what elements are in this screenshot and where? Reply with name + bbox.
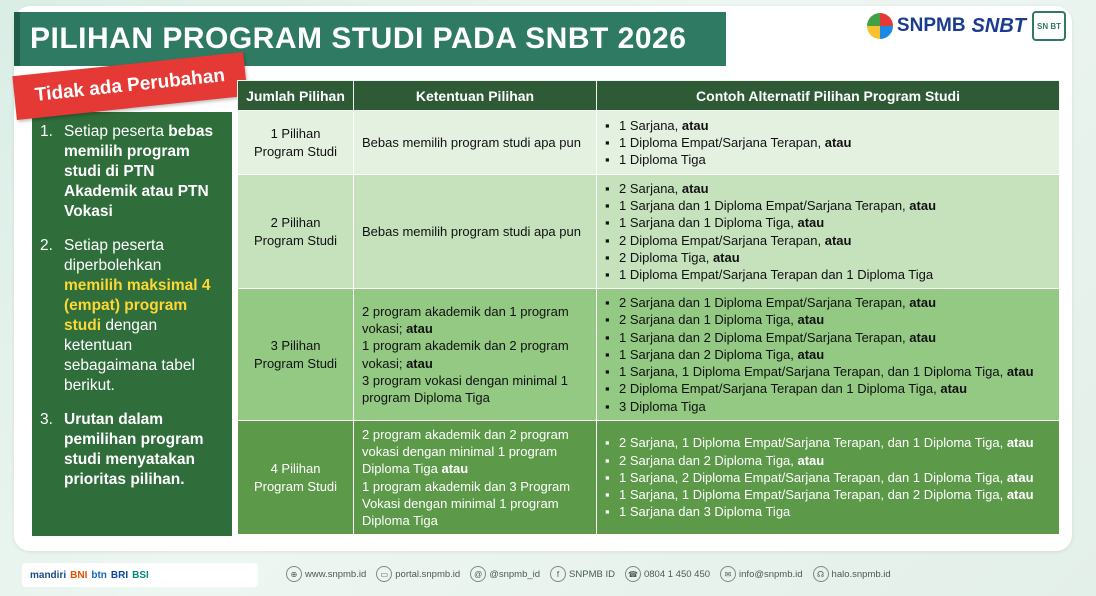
program-table	[237, 80, 1060, 535]
text-bold: atau	[681, 180, 709, 196]
phone-icon: ☎	[625, 566, 641, 582]
sidebar-item-text	[64, 122, 222, 222]
cell-ketentuan: Bebas memilih program studi apa pun	[354, 175, 597, 289]
text-normal: 1 Sarjana dan 2 Diploma Tiga,	[619, 346, 798, 362]
contoh-item	[605, 311, 1051, 328]
text-bold: atau	[940, 381, 968, 397]
text-bold: atau	[909, 197, 937, 213]
info-sidebar	[32, 112, 232, 536]
sidebar-item-number: 2.	[40, 237, 53, 254]
contoh-item	[605, 503, 1051, 520]
text-normal: 1 Sarjana, 1 Diploma Empat/Sarjana Terapan, dan 2 Diploma Tiga,	[619, 487, 1007, 503]
text-bold: bebas memilih program studi di PTN Akademik atau PTN Vokasi	[64, 123, 214, 220]
cell-jumlah: 4 Pilihan Program Studi	[238, 421, 354, 535]
text-normal: 2 Diploma Empat/Sarjana Terapan,	[619, 232, 825, 248]
text-bold: atau	[712, 249, 740, 265]
cell-ketentuan	[354, 421, 597, 535]
snpmb-logo: SNPMB	[867, 13, 966, 39]
text-bold: atau	[824, 134, 852, 150]
text-normal: 1 Diploma Empat/Sarjana Terapan,	[619, 134, 825, 150]
sidebar-item-number: 3.	[40, 411, 53, 428]
contoh-item	[605, 398, 1051, 415]
contoh-item	[605, 346, 1051, 363]
text-normal: 3 program vokasi dengan minimal 1 program Diploma Tiga	[362, 372, 568, 406]
contoh-item	[605, 117, 1051, 134]
header-contoh: Contoh Alternatif Pilihan Program Studi	[597, 81, 1060, 111]
cell-jumlah: 2 Pilihan Program Studi	[238, 175, 354, 289]
contact-text: @snpmb_id	[489, 568, 541, 580]
text-normal: 2 program akademik dan 1 program vokasi;	[362, 303, 569, 336]
text-normal: 1 Diploma Tiga	[619, 152, 706, 168]
text-bold: atau	[1006, 469, 1034, 485]
snpmb-logo-icon	[867, 13, 893, 39]
contoh-item	[605, 232, 1051, 249]
globe-icon: ⊕	[286, 566, 302, 582]
bank-logo-bri: BRI	[110, 569, 129, 581]
contoh-item	[605, 294, 1051, 311]
contoh-list	[605, 434, 1051, 520]
sidebar-item-text	[64, 236, 222, 396]
text-normal: 2 Sarjana dan 1 Diploma Empat/Sarjana Terapan,	[619, 294, 910, 310]
ketentuan-line	[362, 372, 588, 407]
table-row	[238, 421, 1060, 535]
headset-icon: ☊	[813, 566, 829, 582]
ketentuan-line	[362, 426, 588, 478]
contact-item[interactable]	[625, 566, 710, 582]
contact-text: 0804 1 450 450	[643, 568, 711, 580]
text-normal: 2 Sarjana,	[619, 180, 682, 196]
contoh-item	[605, 197, 1051, 214]
text-bold: atau	[441, 461, 469, 477]
sidebar-item-text	[64, 410, 222, 490]
text-normal: 1 Sarjana dan 2 Diploma Empat/Sarjana Terapan,	[619, 329, 910, 345]
text-normal: 1 Diploma Empat/Sarjana Terapan dan 1 Diploma Tiga	[619, 267, 934, 283]
contoh-item	[605, 151, 1051, 168]
text-normal: 1 Sarjana dan 1 Diploma Empat/Sarjana Terapan,	[619, 197, 910, 213]
mail-icon: ✉	[720, 566, 736, 582]
text-normal: 2 Sarjana, 1 Diploma Empat/Sarjana Terapan, dan 1 Diploma Tiga,	[619, 435, 1007, 451]
cell-jumlah: 1 Pilihan Program Studi	[238, 111, 354, 175]
contact-text: info@snpmb.id	[739, 568, 803, 580]
ketentuan-line	[362, 478, 588, 530]
text-bold: atau	[824, 232, 852, 248]
cell-contoh	[597, 175, 1060, 289]
text-bold: atau	[909, 294, 937, 310]
sidebar-item-number: 1.	[40, 123, 53, 140]
text-bold: atau	[1006, 435, 1034, 451]
bank-logos	[22, 563, 258, 587]
sidebar-item	[40, 122, 222, 222]
text-normal: 2 Diploma Empat/Sarjana Terapan dan 1 Diploma Tiga,	[619, 381, 941, 397]
contoh-item	[605, 486, 1051, 503]
contoh-item	[605, 434, 1051, 451]
contact-item[interactable]	[720, 566, 803, 582]
table-row	[238, 289, 1060, 421]
text-bold: atau	[797, 346, 825, 362]
contoh-item	[605, 363, 1051, 380]
table-row	[238, 111, 1060, 175]
contoh-item	[605, 134, 1051, 151]
text-normal: 1 Sarjana dan 1 Diploma Tiga,	[619, 215, 798, 231]
text-bold: Urutan dalam pemilihan program studi menyatakan prioritas pilihan.	[64, 411, 204, 488]
text-normal: dengan ketentuan sebagaimana tabel berikut.	[64, 317, 195, 394]
text-normal: 1 Sarjana, 2 Diploma Empat/Sarjana Terapan, dan 1 Diploma Tiga,	[619, 469, 1007, 485]
bank-logo-mandiri: mandiri	[30, 569, 67, 581]
text-normal: 3 Diploma Tiga	[619, 398, 706, 414]
text-normal: 1 Sarjana, 1 Diploma Empat/Sarjana Terapan, dan 1 Diploma Tiga,	[619, 364, 1007, 380]
cell-contoh	[597, 111, 1060, 175]
contact-bar	[286, 566, 891, 582]
text-normal: 1 Sarjana,	[619, 117, 682, 133]
contoh-item	[605, 329, 1051, 346]
contoh-item	[605, 452, 1051, 469]
contact-text: halo.snpmb.id	[831, 568, 891, 580]
text-normal: Setiap peserta diperbolehkan	[64, 237, 164, 274]
cell-ketentuan	[354, 289, 597, 421]
cell-contoh	[597, 421, 1060, 535]
header-jumlah: Jumlah Pilihan	[238, 81, 354, 111]
contoh-list	[605, 117, 1051, 169]
contoh-list	[605, 294, 1051, 415]
text-bold: atau	[1006, 364, 1034, 380]
facebook-icon: f	[550, 566, 566, 582]
contoh-item	[605, 380, 1051, 397]
header-ketentuan: Ketentuan Pilihan	[354, 81, 597, 111]
contoh-list	[605, 180, 1051, 284]
text-bold: atau	[909, 329, 937, 345]
text-normal: 2 Sarjana dan 1 Diploma Tiga,	[619, 312, 798, 328]
ketentuan-line	[362, 337, 588, 372]
contoh-item	[605, 469, 1051, 486]
contoh-item	[605, 180, 1051, 197]
text-bold: atau	[406, 355, 433, 371]
cell-ketentuan: Bebas memilih program studi apa pun	[354, 111, 597, 175]
contoh-item	[605, 214, 1051, 231]
text-bold: atau	[797, 215, 825, 231]
page-title: PILIHAN PROGRAM STUDI PADA SNBT 2026	[30, 22, 687, 55]
text-bold: atau	[797, 452, 825, 468]
bank-logo-bni: BNI	[70, 569, 88, 581]
text-normal: 2 program akademik dan 2 program vokasi dengan minimal 1 program Diploma Tiga	[362, 426, 569, 477]
cell-jumlah: 3 Pilihan Program Studi	[238, 289, 354, 421]
text-normal: Setiap peserta	[64, 123, 169, 140]
text-normal: 1 program akademik dan 3 Program Vokasi dengan minimal 1 program Diploma Tiga	[362, 478, 571, 529]
contact-item[interactable]	[376, 566, 460, 582]
text-bold: atau	[797, 312, 825, 328]
contact-text: portal.snpmb.id	[395, 568, 461, 580]
contact-text: SNPMB ID	[569, 568, 615, 580]
logo-group	[867, 8, 1066, 44]
title-bar	[14, 12, 726, 66]
contact-item[interactable]	[550, 566, 615, 582]
sidebar-item	[40, 236, 222, 396]
contact-text: www.snpmb.id	[305, 568, 367, 580]
contact-item[interactable]	[286, 566, 366, 582]
portal-icon: ▭	[376, 566, 392, 582]
text-normal: 2 Sarjana dan 2 Diploma Tiga,	[619, 452, 798, 468]
table-row	[238, 175, 1060, 289]
contoh-item	[605, 249, 1051, 266]
text-normal: 2 Diploma Tiga,	[619, 249, 713, 265]
text-bold: atau	[1006, 487, 1034, 503]
text-normal: 1 program akademik dan 2 program vokasi;	[362, 338, 569, 371]
no-change-label: Tidak ada Perubahan	[33, 65, 226, 106]
contact-item[interactable]	[470, 566, 540, 582]
bank-logo-bsi: BSI	[132, 569, 149, 581]
social-icon: @	[470, 566, 486, 582]
cell-contoh	[597, 289, 1060, 421]
text-bold: atau	[681, 117, 709, 133]
bank-logo-btn: btn	[91, 569, 107, 581]
text-bold: atau	[406, 320, 433, 336]
contact-item[interactable]	[813, 566, 891, 582]
text-normal: 1 Sarjana dan 3 Diploma Tiga	[619, 504, 791, 520]
sidebar-item	[40, 410, 222, 490]
ketentuan-line	[362, 303, 588, 338]
text-highlight: memilih maksimal 4 (empat) program studi	[64, 277, 211, 334]
snbt-logo: SNBT	[971, 14, 1026, 37]
contoh-item	[605, 266, 1051, 283]
snbt-badge-logo: SN BT	[1032, 11, 1066, 41]
